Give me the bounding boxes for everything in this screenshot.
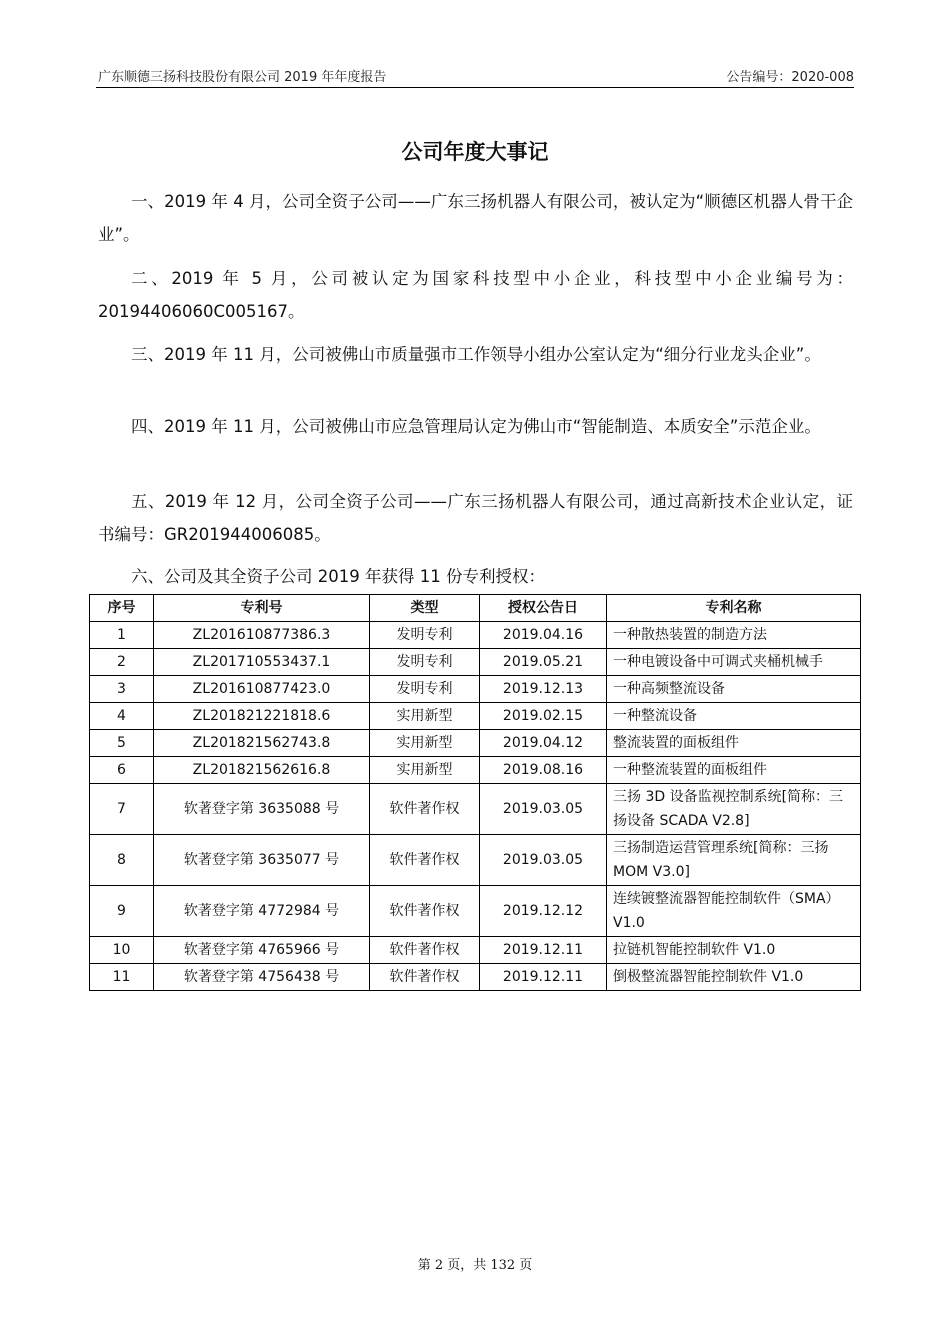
cell-patent-name: 一种高频整流设备 bbox=[607, 676, 861, 703]
cell-type: 发明专利 bbox=[370, 649, 480, 676]
cell-index: 10 bbox=[90, 937, 154, 964]
cell-index: 11 bbox=[90, 964, 154, 991]
cell-type: 发明专利 bbox=[370, 676, 480, 703]
cell-index: 7 bbox=[90, 784, 154, 835]
cell-patent-number: ZL201710553437.1 bbox=[154, 649, 370, 676]
cell-patent-name: 一种散热装置的制造方法 bbox=[607, 622, 861, 649]
cell-grant-date: 2019.04.12 bbox=[480, 730, 607, 757]
table-row bbox=[90, 937, 861, 964]
cell-patent-name: 拉链机智能控制软件 V1.0 bbox=[607, 937, 861, 964]
col-header-patent-name: 专利名称 bbox=[607, 595, 861, 622]
cell-patent-number: ZL201821562743.8 bbox=[154, 730, 370, 757]
cell-index: 1 bbox=[90, 622, 154, 649]
table-row bbox=[90, 835, 861, 886]
event-paragraph-3: 三、2019 年 11 月，公司被佛山市质量强市工作领导小组办公室认定为“细分行业龙头企业”。 bbox=[131, 345, 821, 364]
cell-patent-name: 一种电镀设备中可调式夹桶机械手 bbox=[607, 649, 861, 676]
table-row bbox=[90, 964, 861, 991]
cell-type: 软件著作权 bbox=[370, 835, 480, 886]
cell-grant-date: 2019.12.12 bbox=[480, 886, 607, 937]
cell-grant-date: 2019.12.13 bbox=[480, 676, 607, 703]
cell-patent-name: 整流装置的面板组件 bbox=[607, 730, 861, 757]
cell-grant-date: 2019.05.21 bbox=[480, 649, 607, 676]
cell-index: 9 bbox=[90, 886, 154, 937]
cell-patent-name: 倒极整流器智能控制软件 V1.0 bbox=[607, 964, 861, 991]
table-row bbox=[90, 703, 861, 730]
cell-patent-name: 一种整流设备 bbox=[607, 703, 861, 730]
event-paragraph-5: 五、2019 年 12 月，公司全资子公司——广东三扬机器人有限公司，通过高新技术企业认定，证书编号：GR201944006085。 bbox=[98, 492, 853, 544]
event-paragraph-4: 四、2019 年 11 月，公司被佛山市应急管理局认定为佛山市“智能制造、本质安全”示范企业。 bbox=[131, 417, 821, 436]
cell-patent-number: 软著登字第 3635077 号 bbox=[154, 835, 370, 886]
cell-patent-name: 三扬 3D 设备监视控制系统[简称：三扬设备 SCADA V2.8] bbox=[607, 784, 861, 835]
table-row bbox=[90, 676, 861, 703]
cell-type: 软件著作权 bbox=[370, 784, 480, 835]
table-row bbox=[90, 649, 861, 676]
cell-patent-number: ZL201610877386.3 bbox=[154, 622, 370, 649]
page-title: 公司年度大事记 bbox=[401, 140, 549, 164]
cell-grant-date: 2019.08.16 bbox=[480, 757, 607, 784]
cell-index: 6 bbox=[90, 757, 154, 784]
cell-grant-date: 2019.12.11 bbox=[480, 937, 607, 964]
cell-patent-number: 软著登字第 4772984 号 bbox=[154, 886, 370, 937]
cell-index: 3 bbox=[90, 676, 154, 703]
header-report-title: 广东顺德三扬科技股份有限公司 2019 年年度报告 bbox=[98, 70, 387, 85]
cell-type: 发明专利 bbox=[370, 622, 480, 649]
col-header-index: 序号 bbox=[90, 595, 154, 622]
col-header-grant-date: 授权公告日 bbox=[480, 595, 607, 622]
cell-patent-number: 软著登字第 3635088 号 bbox=[154, 784, 370, 835]
table-row bbox=[90, 622, 861, 649]
cell-grant-date: 2019.12.11 bbox=[480, 964, 607, 991]
cell-type: 软件著作权 bbox=[370, 964, 480, 991]
cell-index: 2 bbox=[90, 649, 154, 676]
cell-grant-date: 2019.02.15 bbox=[480, 703, 607, 730]
cell-patent-number: 软著登字第 4756438 号 bbox=[154, 964, 370, 991]
cell-patent-name: 一种整流装置的面板组件 bbox=[607, 757, 861, 784]
page-number: 第 2 页，共 132 页 bbox=[417, 1258, 533, 1273]
header-notice-number: 公告编号：2020-008 bbox=[726, 70, 854, 85]
cell-grant-date: 2019.04.16 bbox=[480, 622, 607, 649]
cell-grant-date: 2019.03.05 bbox=[480, 784, 607, 835]
cell-patent-name: 三扬制造运营管理系统[简称：三扬 MOM V3.0] bbox=[607, 835, 861, 886]
cell-patent-number: 软著登字第 4765966 号 bbox=[154, 937, 370, 964]
cell-grant-date: 2019.03.05 bbox=[480, 835, 607, 886]
event-paragraph-1: 一、2019 年 4 月，公司全资子公司——广东三扬机器人有限公司，被认定为“顺德区机器人骨干企业”。 bbox=[98, 192, 853, 244]
cell-type: 实用新型 bbox=[370, 730, 480, 757]
table-header-row bbox=[90, 595, 861, 622]
event-paragraph-6: 六、公司及其全资子公司 2019 年获得 11 份专利授权： bbox=[131, 567, 545, 586]
table-row bbox=[90, 757, 861, 784]
cell-patent-number: ZL201821562616.8 bbox=[154, 757, 370, 784]
col-header-patent-number: 专利号 bbox=[154, 595, 370, 622]
table-row bbox=[90, 886, 861, 937]
table-row bbox=[90, 784, 861, 835]
patent-table bbox=[89, 594, 861, 991]
cell-patent-number: ZL201821221818.6 bbox=[154, 703, 370, 730]
cell-index: 5 bbox=[90, 730, 154, 757]
cell-patent-number: ZL201610877423.0 bbox=[154, 676, 370, 703]
cell-index: 8 bbox=[90, 835, 154, 886]
cell-patent-name: 连续镀整流器智能控制软件（SMA）V1.0 bbox=[607, 886, 861, 937]
cell-type: 软件著作权 bbox=[370, 937, 480, 964]
table-row bbox=[90, 730, 861, 757]
cell-type: 实用新型 bbox=[370, 703, 480, 730]
cell-index: 4 bbox=[90, 703, 154, 730]
header-divider bbox=[96, 87, 854, 88]
event-paragraph-2: 二、2019 年 5 月，公司被认定为国家科技型中小企业，科技型中小企业编号为：20194406060C005167。 bbox=[98, 269, 853, 321]
cell-type: 软件著作权 bbox=[370, 886, 480, 937]
col-header-type: 类型 bbox=[370, 595, 480, 622]
cell-type: 实用新型 bbox=[370, 757, 480, 784]
